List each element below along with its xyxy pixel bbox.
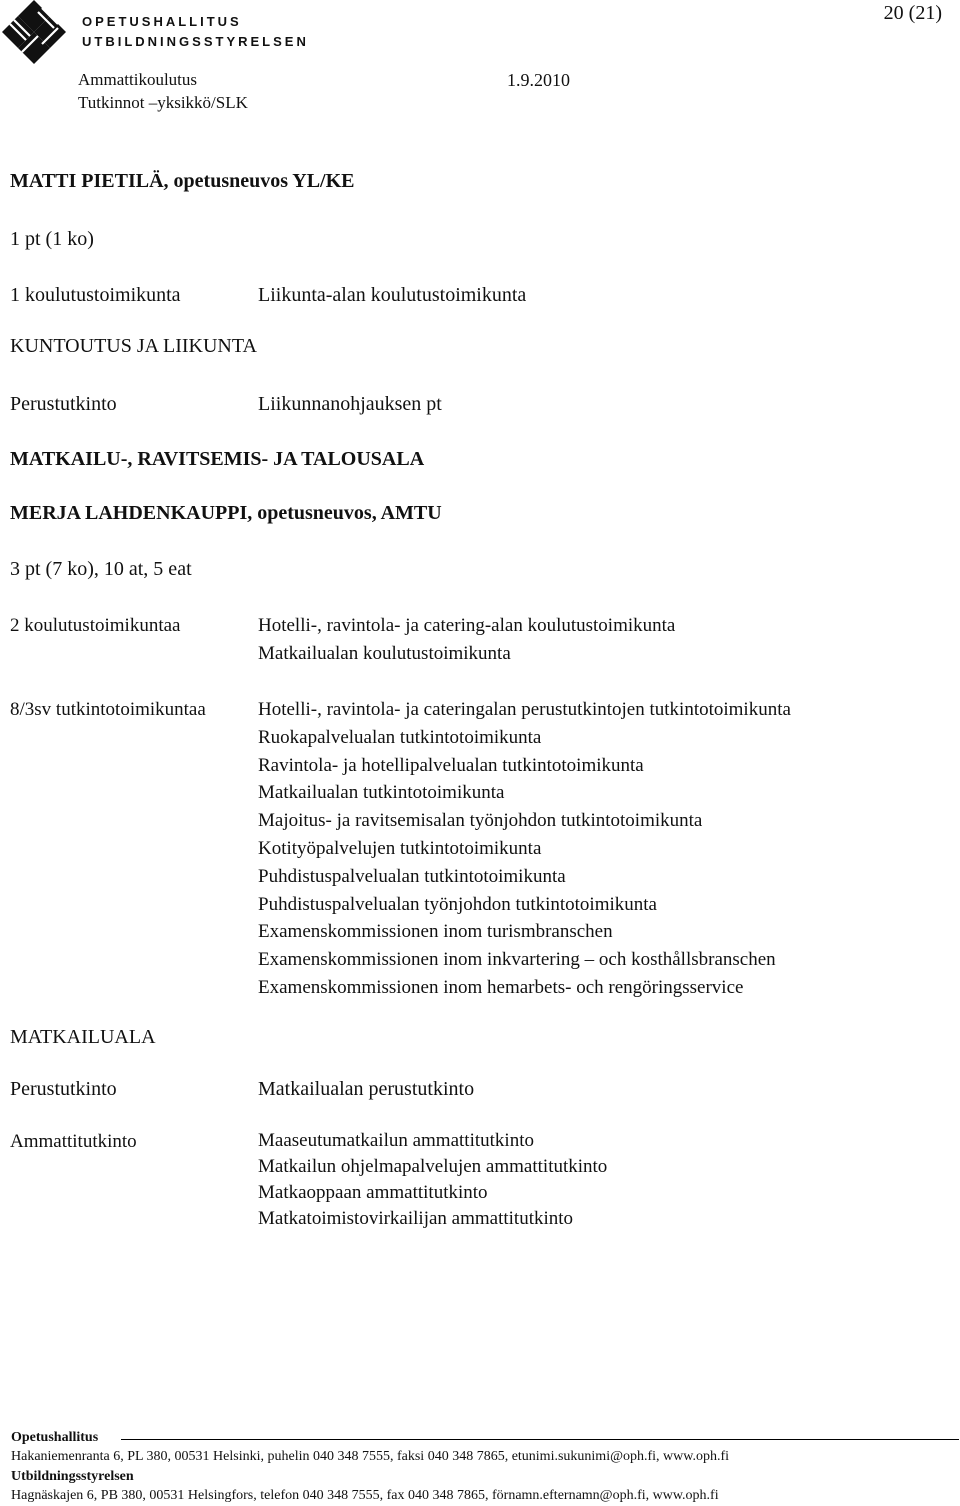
department: Ammattikoulutus [78,70,197,89]
list-item: Kotityöpalvelujen tutkintotoimikunta [258,837,542,859]
footer-address-sv: Hagnäskajen 6, PB 380, 00531 Helsingfors, telefon 040 348 7555, fax 040 348 7865, förnamn.efternamn@oph.fi, www.oph.fi [11,1488,719,1503]
basic2-label: Perustutkinto [10,1078,117,1100]
list-item: Matkailualan koulutustoimikunta [258,642,511,664]
vocational-label: Ammattitutkinto [10,1131,137,1152]
list-item: Matkailun ohjelmapalvelujen ammattitutkinto [258,1156,608,1177]
list-item: Matkailualan tutkintotoimikunta [258,782,505,804]
basic2-value: Matkailualan perustutkinto [258,1078,475,1100]
page-number: 20 (21) [883,2,942,24]
person2-counts: 3 pt (7 ko), 10 at, 5 eat [10,558,192,580]
committee-value: Liikunta-alan koulutustoimikunta [258,284,527,306]
footer-address-fi: Hakaniemenranta 6, PL 380, 00531 Helsinki, puhelin 040 348 7555, faksi 040 348 7865, etunimi.sukunimi@oph.fi, www.oph.fi [11,1449,729,1464]
exam-committees-list [258,696,791,1002]
field1-heading: KUNTOUTUS JA LIIKUNTA [10,335,257,357]
footer-org-sv: Utbildningsstyrelsen [11,1469,134,1484]
logo-text-sv: UTBILDNINGSSTYRELSEN [82,34,309,49]
committees-label: 2 koulutustoimikuntaa [10,615,181,636]
footer-divider [121,1439,959,1440]
unit: Tutkinnot –yksikkö/SLK [78,93,248,112]
exam-committees-label: 8/3sv tutkintotoimikuntaa [10,699,206,720]
basic-value: Liikunnanohjauksen pt [258,393,442,415]
committee-label: 1 koulutustoimikunta [10,284,181,306]
list-item: Matkatoimistovirkailijan ammattitutkinto [258,1208,574,1229]
logo-text-fi: OPETUSHALLITUS [82,14,242,29]
list-item: Maaseutumatkailun ammattitutkinto [258,1130,534,1151]
opetushallitus-logo-icon [2,0,66,64]
list-item: Examenskommissionen inom hemarbets- och rengöringsservice [258,976,744,998]
list-item: Ravintola- ja hotellipalvelualan tutkintotoimikunta [258,754,644,776]
section2-heading: MATKAILU-, RAVITSEMIS- JA TALOUSALA [10,448,425,470]
list-item: Examenskommissionen inom turismbranschen [258,921,613,943]
list-item: Majoitus- ja ravitsemisalan työnjohdon tutkintotoimikunta [258,810,703,832]
vocational-list [258,1128,607,1232]
document-date: 1.9.2010 [507,70,570,90]
list-item: Puhdistuspalvelualan tutkintotoimikunta [258,865,566,887]
list-item: Matkaoppaan ammattitutkinto [258,1182,488,1203]
person2-heading: MERJA LAHDENKAUPPI, opetusneuvos, AMTU [10,502,442,524]
list-item: Ruokapalvelualan tutkintotoimikunta [258,726,542,748]
list-item: Hotelli-, ravintola- ja catering-alan koulutustoimikunta [258,615,676,636]
person1-counts: 1 pt (1 ko) [10,228,94,250]
list-item: Puhdistuspalvelualan työnjohdon tutkintotoimikunta [258,893,657,915]
list-item: Hotelli-, ravintola- ja cateringalan perustutkintojen tutkintotoimikunta [258,699,791,720]
committees-list [258,612,675,668]
basic-label: Perustutkinto [10,393,117,415]
list-item: Examenskommissionen inom inkvartering – och kosthållsbranschen [258,949,776,971]
person1-heading: MATTI PIETILÄ, opetusneuvos YL/KE [10,170,355,192]
footer-org-fi: Opetushallitus [11,1430,99,1445]
field2-heading: MATKAILUALA [10,1026,156,1048]
